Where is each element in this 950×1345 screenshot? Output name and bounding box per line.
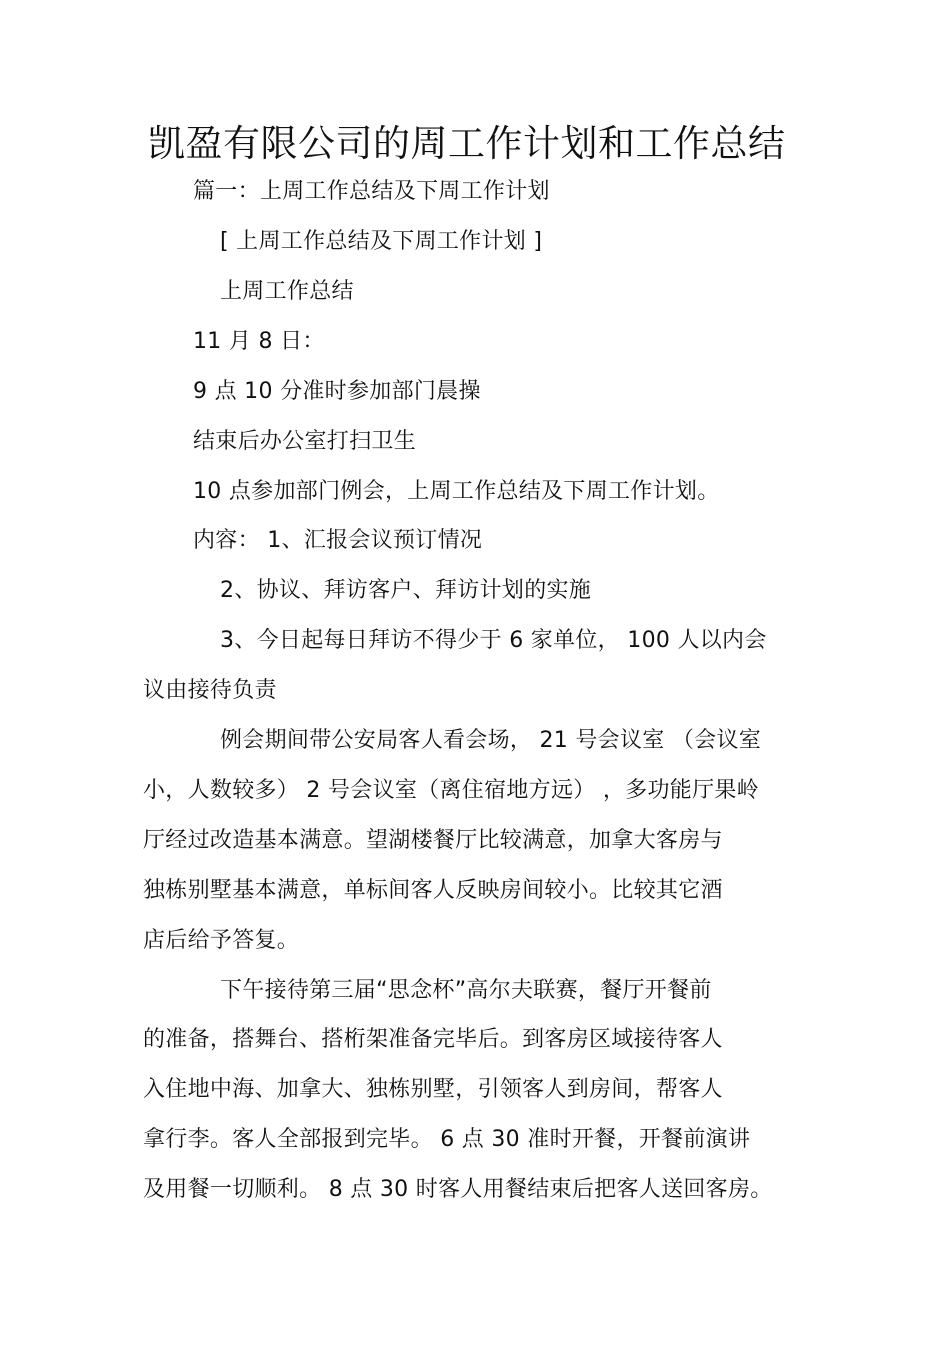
content-item: 2、协议、拜访客户、拜访计划的实施 (220, 578, 592, 603)
content-item: 3、今日起每日拜访不得少于 6 家单位， 100 人以内会 (220, 628, 767, 653)
paragraph-line: 下午接待第三届“思念杯”高尔夫联赛，餐厅开餐前 (220, 978, 712, 1003)
paragraph-line: 及用餐一切顺利。 8 点 30 时客人用餐结束后把客人送回客房。 (143, 1177, 773, 1202)
paragraph-line: 拿行李。客人全部报到完毕。 6 点 30 准时开餐，开餐前演讲 (143, 1127, 751, 1152)
paragraph-line: 议由接待负责 (143, 678, 277, 703)
paragraph-line: 例会期间带公安局客人看会场， 21 号会议室 （会议室 (220, 728, 762, 753)
summary-heading: 上周工作总结 (220, 279, 354, 304)
paragraph-line: 入住地中海、加拿大、独栋别墅，引领客人到房间，帮客人 (143, 1077, 723, 1102)
paragraph-line: 厅经过改造基本满意。望湖楼餐厅比较满意，加拿大客房与 (143, 828, 723, 853)
paragraph-line: 的准备，搭舞台、搭桁架准备完毕后。到客房区域接待客人 (143, 1027, 723, 1052)
paragraph-line: 独栋别墅基本满意，单标间客人反映房间较小。比较其它酒 (143, 878, 723, 903)
content-item: 内容： 1、汇报会议预订情况 (193, 528, 483, 553)
paragraph-line: 小，人数较多） 2 号会议室（离住宿地方远） ，多功能厅果岭 (143, 778, 759, 803)
section-heading: 篇一：上周工作总结及下周工作计划 (193, 179, 550, 204)
paragraph-line: 10 点参加部门例会，上周工作总结及下周工作计划。 (193, 479, 720, 504)
paragraph-line: 9 点 10 分准时参加部门晨操 (193, 379, 481, 404)
date-line: 11 月 8 日： (193, 329, 325, 354)
bracket-subtitle: [ 上周工作总结及下周工作计划 ] (220, 229, 543, 254)
paragraph-line: 结束后办公室打扫卫生 (193, 429, 417, 454)
document-title: 凯盈有限公司的周工作计划和工作总结 (148, 122, 786, 165)
paragraph-line: 店后给予答复。 (143, 928, 300, 953)
